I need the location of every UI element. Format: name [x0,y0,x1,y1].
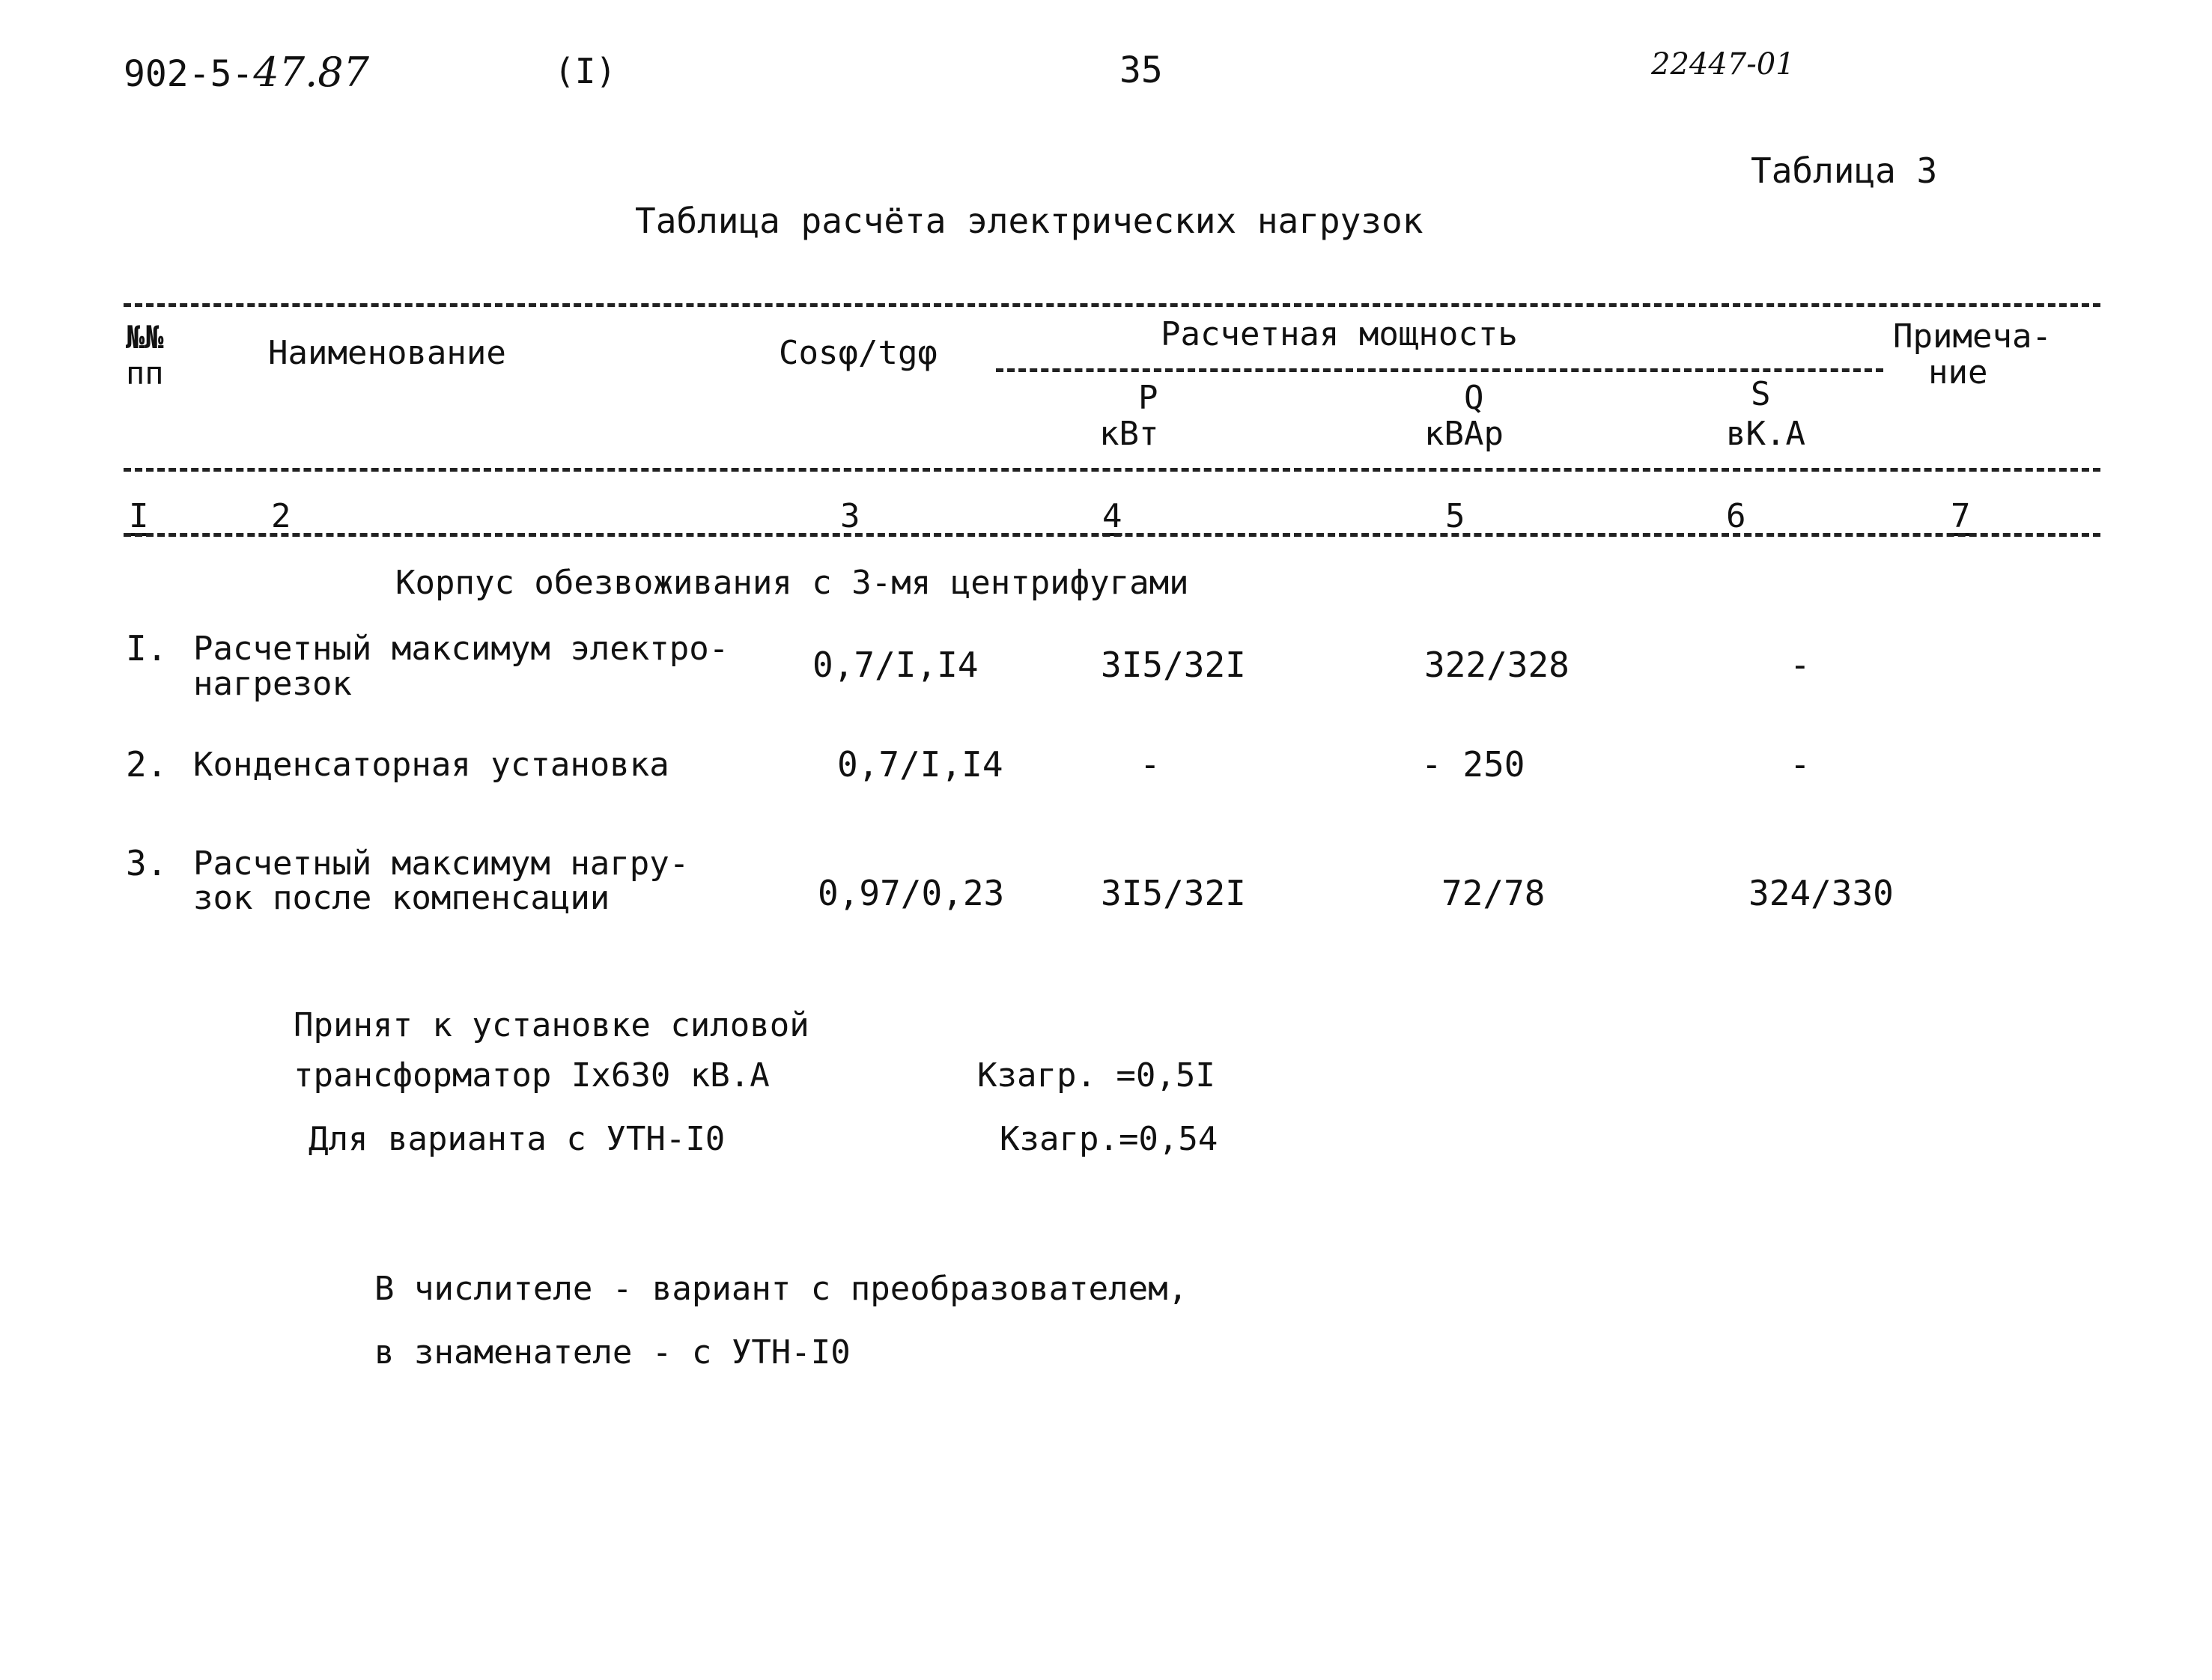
column-number: I [129,497,149,535]
section-title: Корпус обезвоживания с 3-мя центрифугами [395,564,1189,602]
document-code [124,49,369,96]
load-factor-2: Кзагр.=0,54 [1000,1120,1218,1158]
column-header-note-1: Примеча- [1893,317,2052,356]
column-number: 6 [1726,497,1746,535]
column-header-q-unit: кВАр [1424,415,1504,453]
row-cos: 0,7/I,I4 [837,744,1003,785]
row-p: - [1140,744,1161,785]
column-header-num: №№ [126,319,164,356]
row-name: Расчетный максимум нагру- [193,844,690,883]
column-header-p-symbol: P [1138,379,1158,417]
load-factor-1: Кзагр. =0,5I [977,1056,1215,1095]
note-line-1: В числителе - вариант с преобразователем, [374,1270,1188,1308]
column-header-cos: Cosφ/tgφ [779,334,938,372]
row-name-cont: нагрезок [193,665,352,703]
row-cos: 0,97/0,23 [818,873,1005,913]
page-number: 35 [1119,49,1163,91]
note-line-2: в знаменателе - с УТН-I0 [374,1333,851,1372]
column-number-rule [124,533,2100,537]
header-bottom-rule [124,468,2100,472]
transformer-variant: Для варианта с УТН-I0 [309,1120,726,1158]
part-number: (I) [554,51,617,91]
row-number: I. [126,628,168,669]
row-name: Конденсаторная установка [193,746,669,784]
column-number: 7 [1951,497,1971,535]
column-number: 3 [840,497,860,535]
column-header-power-group: Расчетная мощность [1161,315,1518,353]
table-top-rule [124,303,2100,307]
column-header-name: Наименование [268,334,506,372]
row-cos: 0,7/I,I4 [812,645,979,685]
row-number: 2. [126,744,168,785]
row-q: 72/78 [1441,873,1546,913]
transformer-line-2: трансформатор Iх630 кВ.А [294,1056,770,1095]
transformer-line-1: Принят к установке силовой [294,1006,809,1044]
column-header-s-unit: вК.А [1726,415,1805,453]
document-code-printed: 902-5- [124,53,254,95]
table-label: Таблица 3 [1751,150,1938,191]
column-number: 2 [271,497,291,535]
column-header-num-2: пп [126,355,164,392]
row-name: Расчетный максимум электро- [193,630,729,668]
row-name-cont: зок после компенсации [193,879,610,917]
inventory-number: 22447-01 [1651,47,1795,82]
row-number: 3. [126,843,168,883]
column-header-q-symbol: Q [1464,379,1484,417]
row-p: 3I5/32I [1101,873,1246,913]
row-s: - [1790,645,1811,685]
row-q: - 250 [1421,744,1525,785]
power-group-rule [996,368,1883,372]
column-number: 5 [1445,497,1465,535]
column-header-note-2: ние [1928,353,1988,392]
page-title: Таблица расчёта электрических нагрузок [635,201,1423,241]
column-header-s-symbol: S [1751,375,1771,413]
column-number: 4 [1102,497,1122,535]
document-code-handwritten: 47.87 [253,49,369,96]
column-header-p-unit: кВт [1099,415,1159,453]
row-q: 322/328 [1424,645,1570,685]
row-s: - [1790,744,1811,785]
row-s: 324/330 [1748,873,1894,913]
row-p: 3I5/32I [1101,645,1246,685]
